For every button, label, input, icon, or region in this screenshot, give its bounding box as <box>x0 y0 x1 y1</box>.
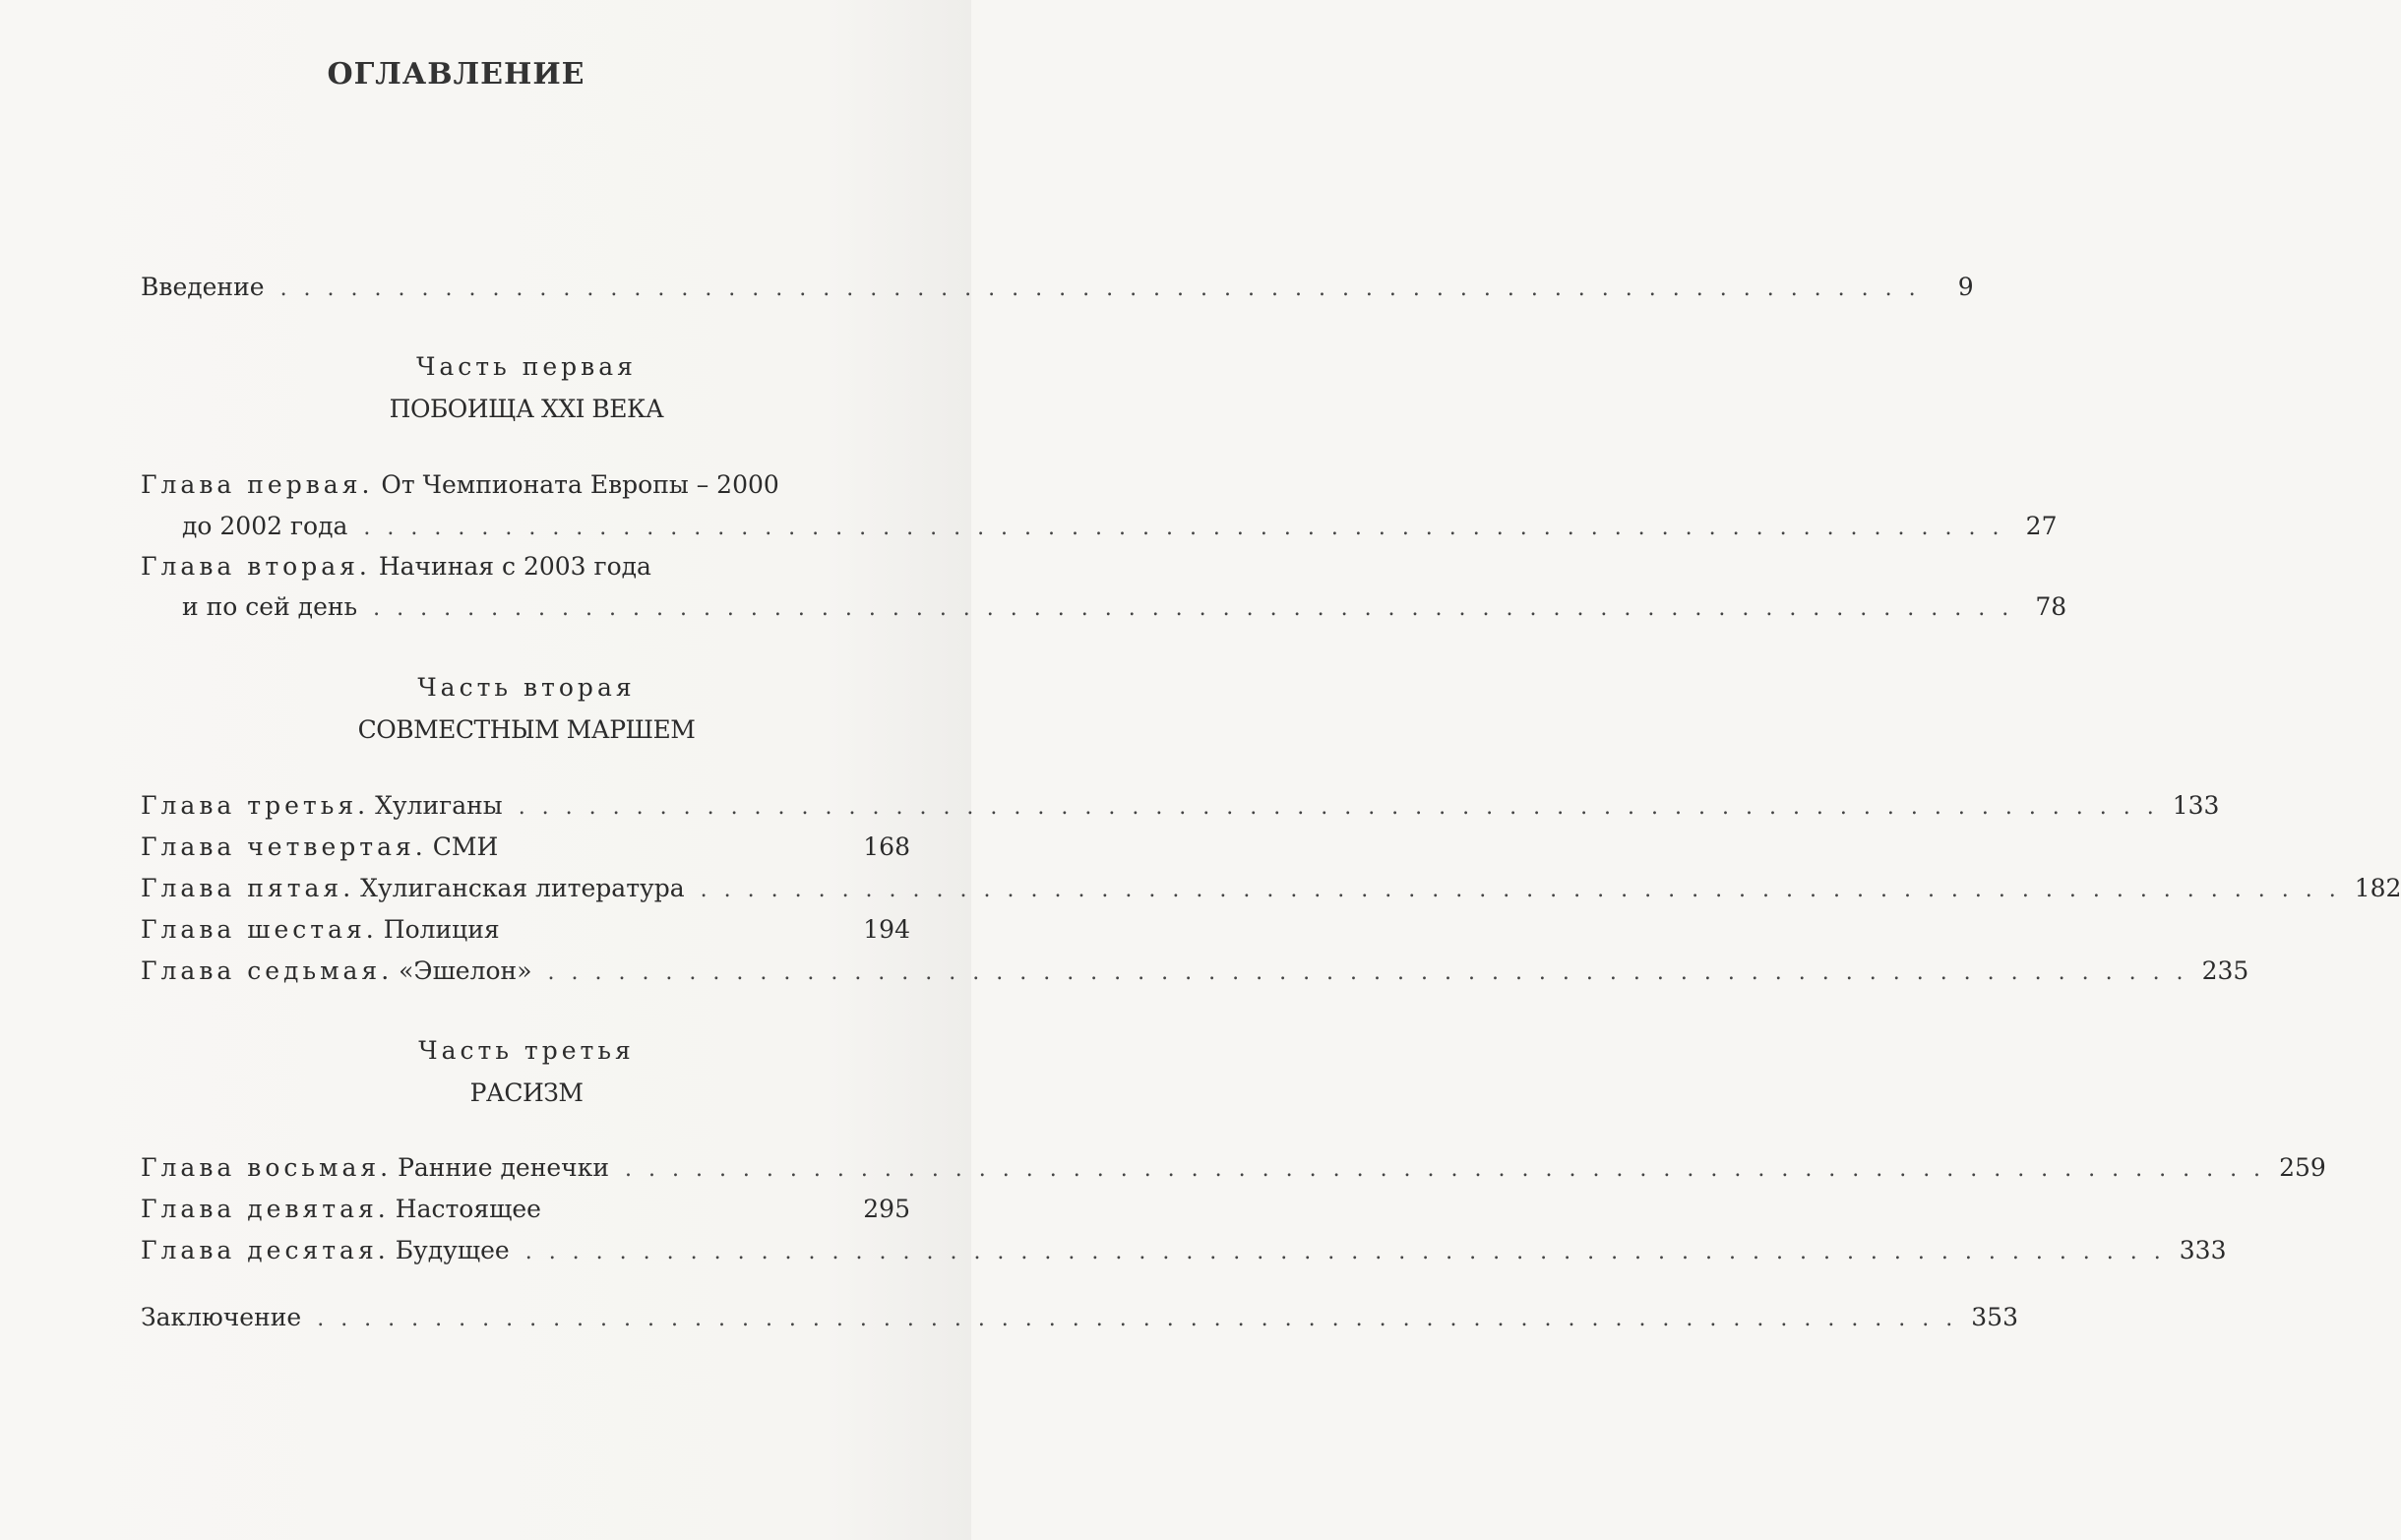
chapter-prefix: Глава третья. <box>141 791 370 820</box>
entry-title: Начиная с 2003 года <box>378 552 651 581</box>
page-number: 333 <box>2179 1236 2227 1264</box>
entry-title: «Эшелон» <box>399 956 532 985</box>
page-number: 9 <box>1957 273 1974 301</box>
chapter-prefix: Глава девятая. <box>141 1195 390 1223</box>
leader-dots: . . . . . . . . . . . . . . . . . . . . . . . . . . . . . . . . . . . . . . . . . . . . . . . . . . . . . . . . . . . . . . . . . . . . . . <box>363 516 2004 540</box>
page-number: 133 <box>2172 791 2220 820</box>
part-label: Часть первая <box>416 352 637 381</box>
page-number: 259 <box>2279 1153 2326 1182</box>
chapter-prefix: Глава шестая. <box>141 915 378 944</box>
toc-entry-chapter-1-line1[interactable] <box>141 467 779 503</box>
page-number: 27 <box>2025 512 2058 540</box>
part-label: Часть третья <box>418 1036 635 1065</box>
leader-dots: . . . . . . . . . . . . . . . . . . . . . . . . . . . . . . . . . . . . . . . . . . . . . . . . . . . . . . . . . . . . . . . . . . . . . . <box>547 960 2188 985</box>
page-number: 168 <box>863 832 910 861</box>
entry-title: Ранние денечки <box>398 1153 609 1182</box>
entry-title: СМИ <box>432 832 499 861</box>
page-number: 295 <box>863 1195 910 1223</box>
toc-entry-chapter-10[interactable] <box>141 1233 2227 1268</box>
part-title: РАСИЗМ <box>469 1078 584 1107</box>
entry-title: и по сей день <box>182 592 358 621</box>
entry-title: до 2002 года <box>182 512 348 540</box>
leader-dots: . . . . . . . . . . . . . . . . . . . . . . . . . . . . . . . . . . . . . . . . . . . . . . . . . . . . . . . . . . . . . . . . . . . . . . <box>524 1240 2166 1264</box>
toc-entry-chapter-2-line1[interactable] <box>141 549 651 585</box>
leader-dots: . . . . . . . . . . . . . . . . . . . . . . . . . . . . . . . . . . . . . . . . . . . . . . . . . . . . . . . . . . . . . . . . . . . . . . <box>700 878 2341 902</box>
entry-title: Настоящее <box>395 1195 541 1223</box>
entry-title: От Чемпионата Европы – 2000 <box>381 470 779 499</box>
leader-dots: . . . . . . . . . . . . . . . . . . . . . . . . . . . . . . . . . . . . . . . . . . . . . . . . . . . . . . . . . . . . . . . . . . . . . . <box>625 1157 2266 1182</box>
chapter-prefix: Глава вторая. <box>141 552 371 581</box>
entry-title: Хулиганская литература <box>360 874 685 902</box>
entry-title: Хулиганы <box>375 791 503 820</box>
leader-dots: . . . . . . . . . . . . . . . . . . . . . . . . . . . . . . . . . . . . . . . . . . . . . . . . . . . . . . . . . . . . . . . . . . . . . . <box>518 795 2159 820</box>
entry-title: Заключение <box>141 1303 302 1331</box>
chapter-prefix: Глава восьмая. <box>141 1153 393 1182</box>
toc-entry-chapter-9[interactable] <box>141 1192 910 1227</box>
leader-dots: . . . . . . . . . . . . . . . . . . . . . . . . . . . . . . . . . . . . . . . . . . . . . . . . . . . . . . . . . . . . . . . . . . . . . . <box>279 277 1921 301</box>
page-title: ОГЛАВЛЕНИЕ <box>327 57 585 92</box>
toc-entry-chapter-6[interactable] <box>141 912 910 948</box>
toc-entry-chapter-4[interactable] <box>141 830 910 865</box>
toc-entry-chapter-8[interactable] <box>141 1150 2326 1186</box>
chapter-prefix: Глава четвертая. <box>141 832 427 861</box>
toc-entry-conclusion[interactable] <box>141 1300 2018 1335</box>
toc-entry-intro[interactable] <box>141 270 1974 305</box>
entry-title: Введение <box>141 273 265 301</box>
entry-title: Полиция <box>383 915 500 944</box>
part-title: СОВМЕСТНЫМ МАРШЕМ <box>357 715 696 744</box>
page-number: 182 <box>2354 874 2401 902</box>
chapter-prefix: Глава десятая. <box>141 1236 390 1264</box>
leader-dots: . . . . . . . . . . . . . . . . . . . . . . . . . . . . . . . . . . . . . . . . . . . . . . . . . . . . . . . . . . . . . . . . . . . . . . <box>317 1307 1958 1331</box>
chapter-prefix: Глава седьмая. <box>141 956 394 985</box>
toc-entry-chapter-2-line2[interactable] <box>182 589 2067 625</box>
page-number: 235 <box>2201 956 2249 985</box>
chapter-prefix: Глава первая. <box>141 470 374 499</box>
page-number: 353 <box>1971 1303 2018 1331</box>
toc-entry-chapter-1-line2[interactable] <box>182 509 2058 544</box>
toc-entry-chapter-7[interactable] <box>141 954 2249 989</box>
toc-entry-chapter-3[interactable] <box>141 788 2220 824</box>
entry-title: Будущее <box>395 1236 510 1264</box>
page-number: 194 <box>863 915 910 944</box>
toc-entry-chapter-5[interactable] <box>141 871 2401 906</box>
part-title: ПОБОИЩА XXI ВЕКА <box>389 395 664 423</box>
part-label: Часть вторая <box>417 673 636 702</box>
chapter-prefix: Глава пятая. <box>141 874 355 902</box>
page-number: 78 <box>2035 592 2067 621</box>
leader-dots: . . . . . . . . . . . . . . . . . . . . . . . . . . . . . . . . . . . . . . . . . . . . . . . . . . . . . . . . . . . . . . . . . . . . . . <box>373 596 2014 621</box>
